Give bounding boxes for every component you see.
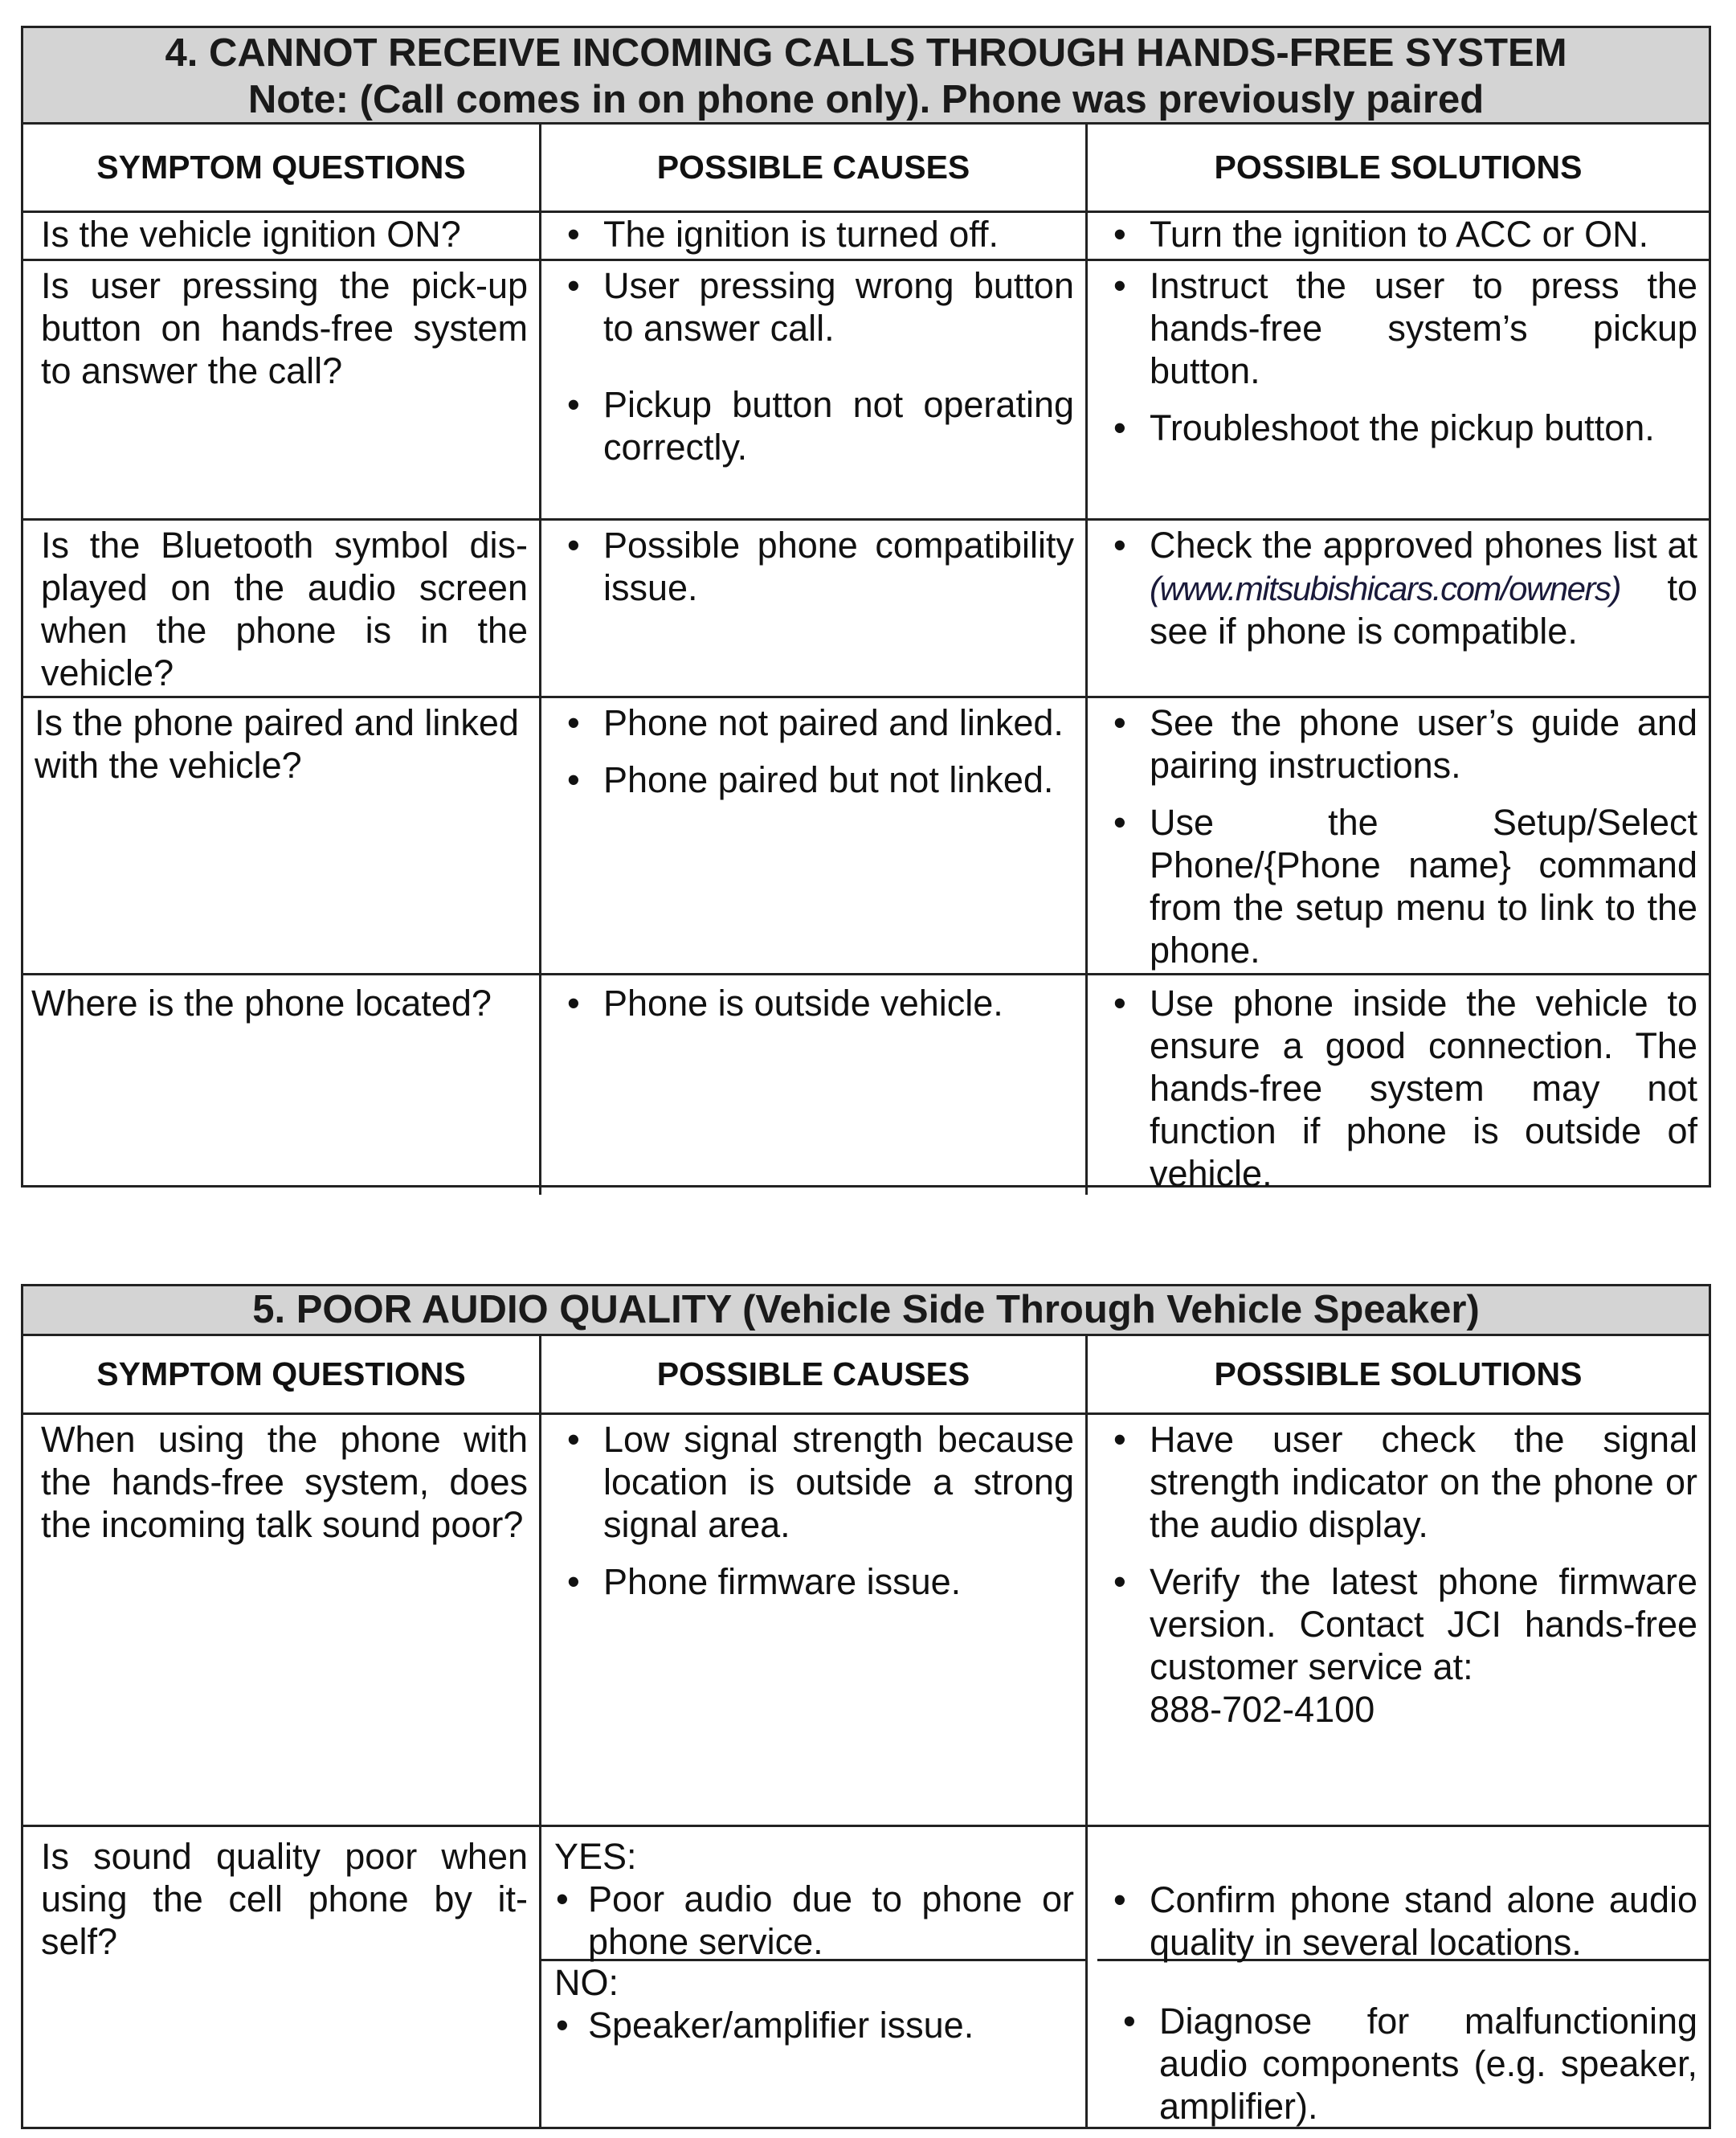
list-item: • Have user check the signal strength indicator on the phone or the audio display. [1105, 1418, 1697, 1546]
solution-cell [1088, 1415, 1709, 1825]
cause-cell [541, 1415, 1088, 1825]
table-row [23, 698, 1709, 975]
solution-cell [1088, 213, 1709, 259]
header-symptom: SYMPTOM QUESTIONS [23, 1336, 541, 1412]
cause-cell [541, 1827, 1088, 2129]
solution-cell [1088, 698, 1709, 973]
header-causes: POSSIBLE CAUSES [541, 1336, 1088, 1412]
cause-cell [541, 521, 1088, 696]
no-label: NO: [554, 1962, 619, 2003]
list-item [1105, 1560, 1697, 1731]
table-cannot-receive-calls [21, 26, 1711, 1194]
symptom-cell: Where is the phone located? [23, 975, 541, 1195]
table-row [23, 261, 1709, 521]
solution-cell [1088, 261, 1709, 518]
solution-text: to see if phone is compatible. [1150, 567, 1697, 652]
symptom-cell [23, 521, 541, 696]
symptom-cell: When using the phone with the hands-free system, does the incoming talk sound poor? [23, 1415, 541, 1825]
list-item: • Possible phone compatibility issue. [559, 524, 1074, 609]
header-row [23, 1336, 1709, 1415]
yes-solution [1088, 1827, 1709, 1963]
table-poor-audio-quality [21, 1284, 1711, 2129]
list-item: • Turn the ignition to ACC or ON. [1105, 213, 1697, 255]
symptom-text-1: Is sound quality poor when using the cell phone by it- [41, 1836, 528, 1919]
symptom-cell: Is user pressing the pick-up button on hands-free system to answer the call? [23, 261, 541, 518]
list-item: • Phone paired but not linked. [559, 758, 1074, 801]
symptom-text-2: self? [41, 1921, 118, 1962]
list-item: • Use phone inside the vehicle to ensure a good connection. The hands-free system may not function if phone is outside of vehicle. [1105, 982, 1697, 1195]
list-item: • Instruct the user to press the hands-free system’s pickup button. [1105, 264, 1697, 392]
list-item: • See the phone user’s guide and pairing instructions. [1105, 701, 1697, 787]
phone-number: 888-702-4100 [1150, 1689, 1375, 1730]
cause-cell [541, 698, 1088, 973]
list-item: • Phone not paired and linked. [559, 701, 1074, 744]
table-row [23, 213, 1709, 261]
header-symptom: SYMPTOM QUESTIONS [23, 125, 541, 211]
table-title-text: 4. CANNOT RECEIVE INCOMING CALLS THROUGH HANDS-FREE SYSTEM [165, 31, 1567, 75]
list-item: • Phone is outside vehicle. [559, 982, 1074, 1024]
table-note: Note: (Call comes in on phone only). Phone was previously paired [247, 78, 1485, 121]
cause-cell [541, 261, 1088, 518]
list-item: • Confirm phone stand alone audio quality in several locations. [1105, 1878, 1697, 1964]
no-solution [1097, 1959, 1709, 2129]
header-causes: POSSIBLE CAUSES [541, 125, 1088, 211]
symptom-cell: Is the vehicle ignition ON? [23, 213, 541, 259]
solution-cell [1088, 1827, 1709, 2129]
symptom-cell: Is the phone paired and linked with the vehicle? [23, 698, 541, 973]
list-item: • Use the Setup/Select Phone/{Phone name} command from the setup menu to link to the phone. [1105, 801, 1697, 971]
solution-text: Check the approved phones list at [1150, 525, 1697, 566]
symptom-text-2: played on the audio screen when the phone is in the vehicle? [41, 567, 528, 693]
yes-cause [541, 1827, 1085, 1962]
cause-cell [541, 975, 1088, 1195]
no-cause [541, 1959, 1085, 2129]
table-title [23, 28, 1709, 125]
list-item: • Poor audio due to phone or phone service. [554, 1878, 1074, 1963]
yes-label: YES: [554, 1836, 637, 1877]
table-title: 5. POOR AUDIO QUALITY (Vehicle Side Through Vehicle Speaker) [23, 1286, 1709, 1336]
list-item: • Diagnose for malfunctioning audio components (e.g. speaker, amplifier). [1115, 2000, 1697, 2128]
list-item: • The ignition is turned off. [559, 213, 1074, 255]
symptom-text-1: Is the Bluetooth symbol dis- [41, 525, 528, 566]
table-row [23, 521, 1709, 698]
header-solutions: POSSIBLE SOLUTIONS [1214, 1355, 1583, 1392]
list-item: • Low signal strength because location is outside a strong signal area. [559, 1418, 1074, 1546]
solution-cell [1088, 975, 1709, 1195]
approved-phones-link[interactable]: (www.mitsubishicars.com/owners) [1150, 570, 1620, 607]
list-item: • Speaker/amplifier issue. [554, 2004, 1074, 2046]
list-item: • Pickup button not operating correctly. [559, 383, 1074, 468]
symptom-cell [23, 1827, 541, 2129]
header-row [23, 125, 1709, 213]
header-solutions: POSSIBLE SOLUTIONS [1214, 149, 1583, 186]
cause-cell [541, 213, 1088, 259]
solution-cell [1088, 521, 1709, 696]
list-item [1105, 524, 1697, 652]
solution-text: Verify the latest phone firmware version. Contact JCI hands-free customer service at: [1150, 1561, 1697, 1687]
list-item: • Troubleshoot the pickup button. [1105, 407, 1697, 449]
table-row [23, 1415, 1709, 1827]
list-item: • Phone firmware issue. [559, 1560, 1074, 1603]
table-row [23, 1827, 1709, 2129]
table-row [23, 975, 1709, 1194]
list-item: • User pressing wrong button to answer call. [559, 264, 1074, 350]
